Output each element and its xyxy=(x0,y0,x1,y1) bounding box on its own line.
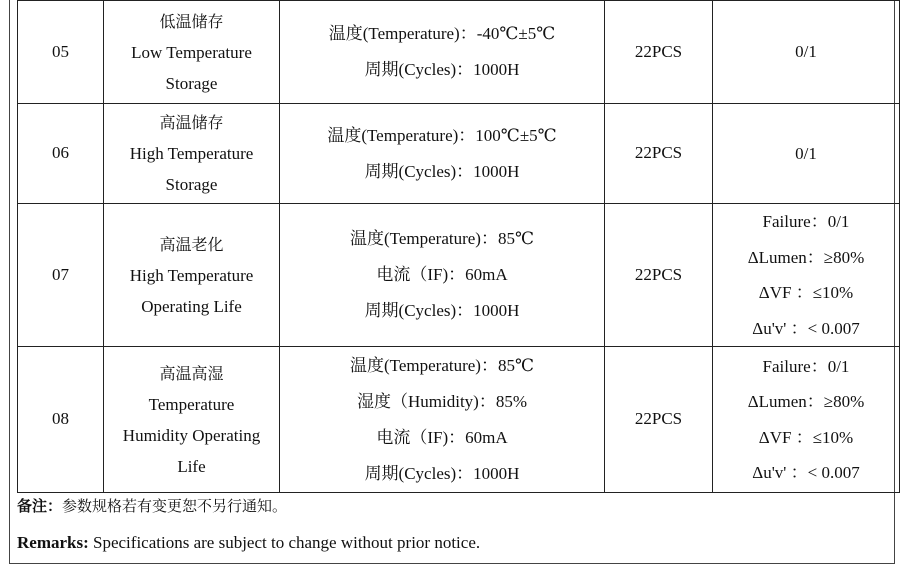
condition-line: 温度(Temperature)：85℃ xyxy=(350,229,534,248)
condition-line: 周期(Cycles)：1000H xyxy=(364,301,520,320)
test-name-en: Storage xyxy=(165,175,218,194)
test-conditions xyxy=(280,347,605,493)
condition-line: 电流（IF)：60mA xyxy=(376,427,508,447)
test-item xyxy=(104,204,280,347)
test-name-en: Humidity Operating xyxy=(122,425,261,445)
remarks-en-text: Specifications are subject to change without prior notice. xyxy=(88,533,481,552)
reliability-test-table xyxy=(17,0,900,493)
test-name-zh: 低温储存 xyxy=(159,11,224,31)
sample-size: 22PCS xyxy=(605,104,713,204)
criteria-line: Δu'v' ：< 0.007 xyxy=(752,318,860,338)
test-name-zh: 高温高湿 xyxy=(159,363,224,383)
test-name-en: Temperature xyxy=(148,394,235,414)
sample-size: 22PCS xyxy=(605,204,713,347)
acceptance-criteria xyxy=(713,347,900,493)
sample-size: 22PCS xyxy=(605,347,713,493)
test-name-en: Life xyxy=(177,456,206,476)
criteria-line: ΔLumen：≥80% xyxy=(747,392,865,411)
condition-line: 温度(Temperature)：85℃ xyxy=(350,355,534,375)
condition-line: 温度(Temperature)：-40℃±5℃ xyxy=(328,24,556,43)
criteria-line: 0/1 xyxy=(795,42,817,62)
test-number: 07 xyxy=(18,204,104,347)
test-number: 05 xyxy=(18,1,104,104)
table-row xyxy=(18,104,900,204)
criteria-line: ΔLumen：≥80% xyxy=(747,247,865,267)
criteria-line: ΔVF ：≤10% xyxy=(758,283,854,302)
test-conditions xyxy=(280,204,605,347)
remarks-section xyxy=(17,490,887,557)
acceptance-criteria xyxy=(713,1,900,104)
remarks-en-label: Remarks: xyxy=(17,533,89,552)
criteria-line: 0/1 xyxy=(795,143,817,163)
test-name-en: Operating Life xyxy=(141,296,242,316)
criteria-line: Failure：0/1 xyxy=(762,212,850,231)
test-conditions xyxy=(280,1,605,104)
table-row xyxy=(18,1,900,104)
test-name-en: High Temperature xyxy=(129,144,254,163)
condition-line: 周期(Cycles)：1000H xyxy=(364,161,520,181)
condition-line: 温度(Temperature)：100℃±5℃ xyxy=(327,125,557,145)
remarks-en xyxy=(17,529,887,557)
remarks-zh xyxy=(17,492,887,520)
test-name-en: High Temperature xyxy=(129,265,254,285)
test-item xyxy=(104,347,280,493)
test-conditions xyxy=(280,104,605,204)
remarks-zh-label: 备注： xyxy=(17,497,63,515)
table-row xyxy=(18,347,900,493)
criteria-line: Failure：0/1 xyxy=(762,356,850,376)
criteria-line: Δu'v' ：< 0.007 xyxy=(752,463,860,482)
test-item xyxy=(104,104,280,204)
table-row xyxy=(18,204,900,347)
condition-line: 电流（IF)：60mA xyxy=(376,265,508,284)
test-number: 06 xyxy=(18,104,104,204)
condition-line: 湿度（Humidity)：85% xyxy=(357,391,527,411)
test-name-en: Low Temperature xyxy=(131,42,252,62)
test-item xyxy=(104,1,280,104)
criteria-line: ΔVF ：≤10% xyxy=(758,427,854,447)
test-name-zh: 高温储存 xyxy=(159,113,224,132)
test-name-en: Storage xyxy=(165,73,218,93)
condition-line: 周期(Cycles)：1000H xyxy=(364,463,520,483)
condition-line: 周期(Cycles)：1000H xyxy=(364,60,520,79)
acceptance-criteria xyxy=(713,204,900,347)
test-name-zh: 高温老化 xyxy=(159,234,224,254)
test-number: 08 xyxy=(18,347,104,493)
acceptance-criteria xyxy=(713,104,900,204)
sample-size: 22PCS xyxy=(605,1,713,104)
remarks-zh-text: 参数规格若有变更恕不另行通知。 xyxy=(62,497,288,515)
